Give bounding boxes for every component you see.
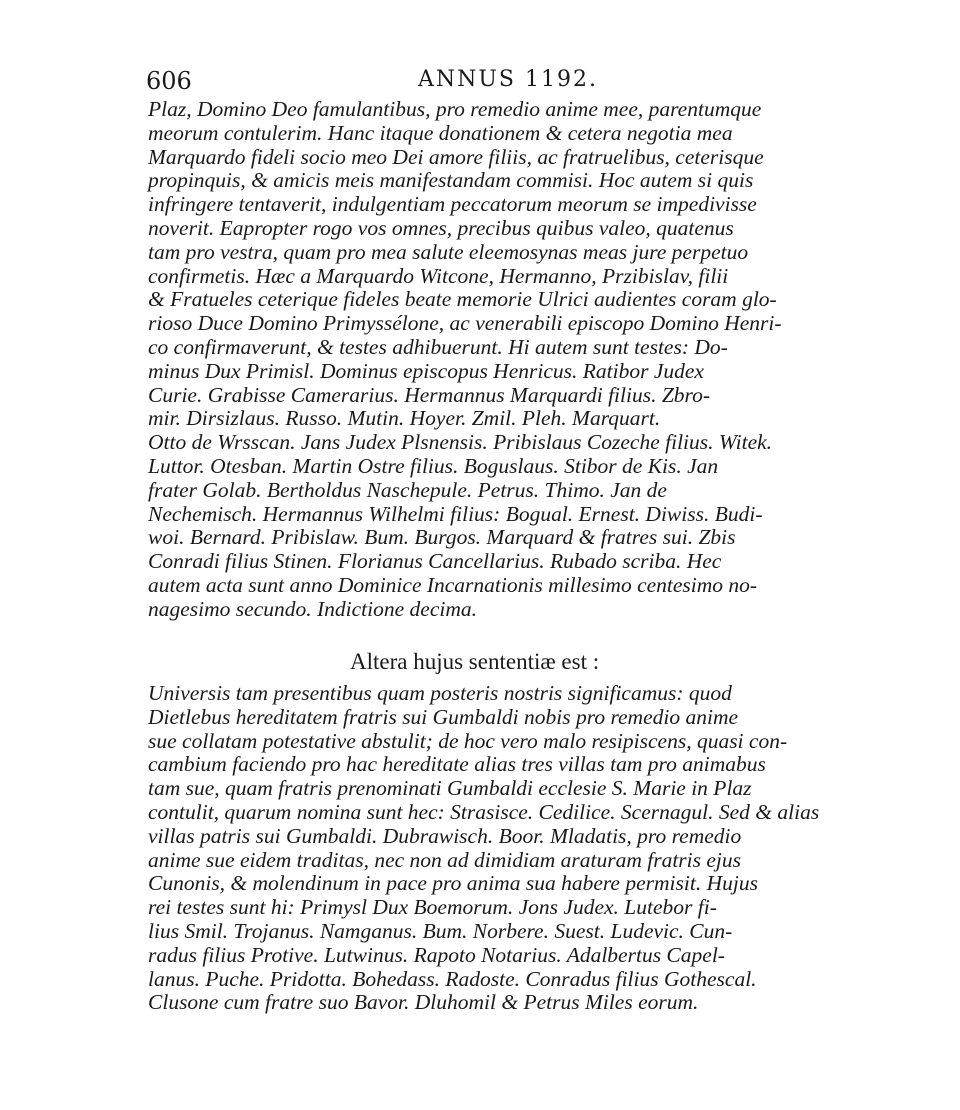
text-line: cambium faciendo pro hac hereditate alias tres villas tam pro animabus bbox=[148, 752, 766, 777]
text-line: Otto de Wrsscan. Jans Judex Plsnensis. Pribislaus Cozeche filius. Witek. bbox=[148, 430, 773, 455]
section-heading: Altera hujus sententiæ est : bbox=[350, 649, 600, 674]
text-line: anime sue eidem traditas, nec non ad dimidiam araturam fratris ejus bbox=[148, 847, 742, 872]
text-line: nagesimo secundo. Indictione decima. bbox=[148, 596, 477, 621]
text-line: woi. Bernard. Pribislaw. Bum. Burgos. Marquard & fratres sui. Zbis bbox=[148, 525, 736, 550]
text-line: mir. Dirsizlaus. Russo. Mutin. Hoyer. Zmil. Pleh. Marquart. bbox=[148, 406, 661, 431]
text-line: Curie. Grabisse Camerarius. Hermannus Marquardi filius. Zbro- bbox=[148, 382, 711, 407]
page-number: 606 bbox=[146, 67, 192, 95]
text-line: meorum contulerim. Hanc itaque donationem & cetera negotia mea bbox=[148, 120, 733, 145]
text-line: & Fratueles ceterique fideles beate memorie Ulrici audientes coram glo- bbox=[148, 287, 777, 312]
text-line: Cunonis, & molendinum in pace pro anima sua habere permisit. Hujus bbox=[148, 871, 758, 896]
text-line: Luttor. Otesban. Martin Ostre filius. Boguslaus. Stibor de Kis. Jan bbox=[148, 453, 719, 478]
text-line: minus Dux Primisl. Dominus episcopus Henricus. Ratibor Judex bbox=[148, 358, 704, 383]
page-header bbox=[146, 63, 836, 97]
text-line: Conradi filius Stinen. Florianus Cancellarius. Rubado scriba. Hec bbox=[148, 549, 722, 574]
running-head: ANNUS 1192. bbox=[418, 67, 598, 92]
text-line: rioso Duce Domino Primyssélone, ac venerabili episcopo Domino Henri- bbox=[148, 311, 782, 336]
text-line: Marquardo fideli socio meo Dei amore filiis, ac fratruelibus, ceterisque bbox=[148, 144, 764, 169]
text-line: Dietlebus hereditatem fratris sui Gumbaldi nobis pro remedio anime bbox=[148, 704, 739, 729]
charter-text-1 bbox=[148, 98, 782, 622]
text-line: frater Golab. Bertholdus Naschepule. Petrus. Thimo. Jan de bbox=[148, 477, 667, 502]
text-line: contulit, quarum nomina sunt hec: Strasisce. Cedilice. Scernagul. Sed & alias bbox=[148, 799, 820, 824]
text-line: lius Smil. Trojanus. Namganus. Bum. Norbere. Suest. Ludevic. Cun- bbox=[148, 918, 733, 943]
text-line: lanus. Puche. Pridotta. Bohedass. Radoste. Conradus filius Gothescal. bbox=[148, 966, 757, 991]
text-line: tam pro vestra, quam pro mea salute eleemosynas meas jure perpetuo bbox=[148, 239, 749, 264]
text-line: confirmetis. Hæc a Marquardo Witcone, Hermanno, Przibislav, filii bbox=[148, 263, 729, 288]
text-line: infringere tentaverit, indulgentiam peccatorum meorum se impedivisse bbox=[148, 192, 757, 217]
text-line: Plaz, Domino Deo famulantibus, pro remedio anime mee, parentumque bbox=[148, 97, 762, 121]
charter-text-2 bbox=[148, 682, 819, 1015]
text-line: sue collatam potestative abstulit; de hoc vero malo resipiscens, quasi con- bbox=[148, 728, 788, 753]
text-line: Nechemisch. Hermannus Wilhelmi filius: Bogual. Ernest. Diwiss. Budi- bbox=[148, 501, 763, 526]
text-line: co confirmaverunt, & testes adhibuerunt. Hi autem sunt testes: Do- bbox=[148, 334, 728, 359]
text-line: Universis tam presentibus quam posteris nostris significamus: quod bbox=[148, 681, 732, 705]
text-line: rei testes sunt hi: Primysl Dux Boemorum. Jons Judex. Lutebor fi- bbox=[148, 895, 717, 920]
text-line: tam sue, quam fratris prenominati Gumbaldi ecclesie S. Marie in Plaz bbox=[148, 776, 752, 801]
text-line: Clusone cum fratre suo Bavor. Dluhomil & Petrus Miles eorum. bbox=[148, 990, 699, 1015]
text-line: propinquis, & amicis meis manifestandam commisi. Hoc autem si quis bbox=[148, 168, 754, 193]
text-line: autem acta sunt anno Dominice Incarnationis millesimo centesimo no- bbox=[148, 572, 758, 597]
text-line: villas patris sui Gumbaldi. Dubrawisch. Boor. Mladatis, pro remedio bbox=[148, 823, 742, 848]
text-line: noverit. Eapropter rogo vos omnes, precibus quibus valeo, quatenus bbox=[148, 215, 734, 240]
text-line: radus filius Protive. Lutwinus. Rapoto Notarius. Adalbertus Capel- bbox=[148, 942, 725, 967]
